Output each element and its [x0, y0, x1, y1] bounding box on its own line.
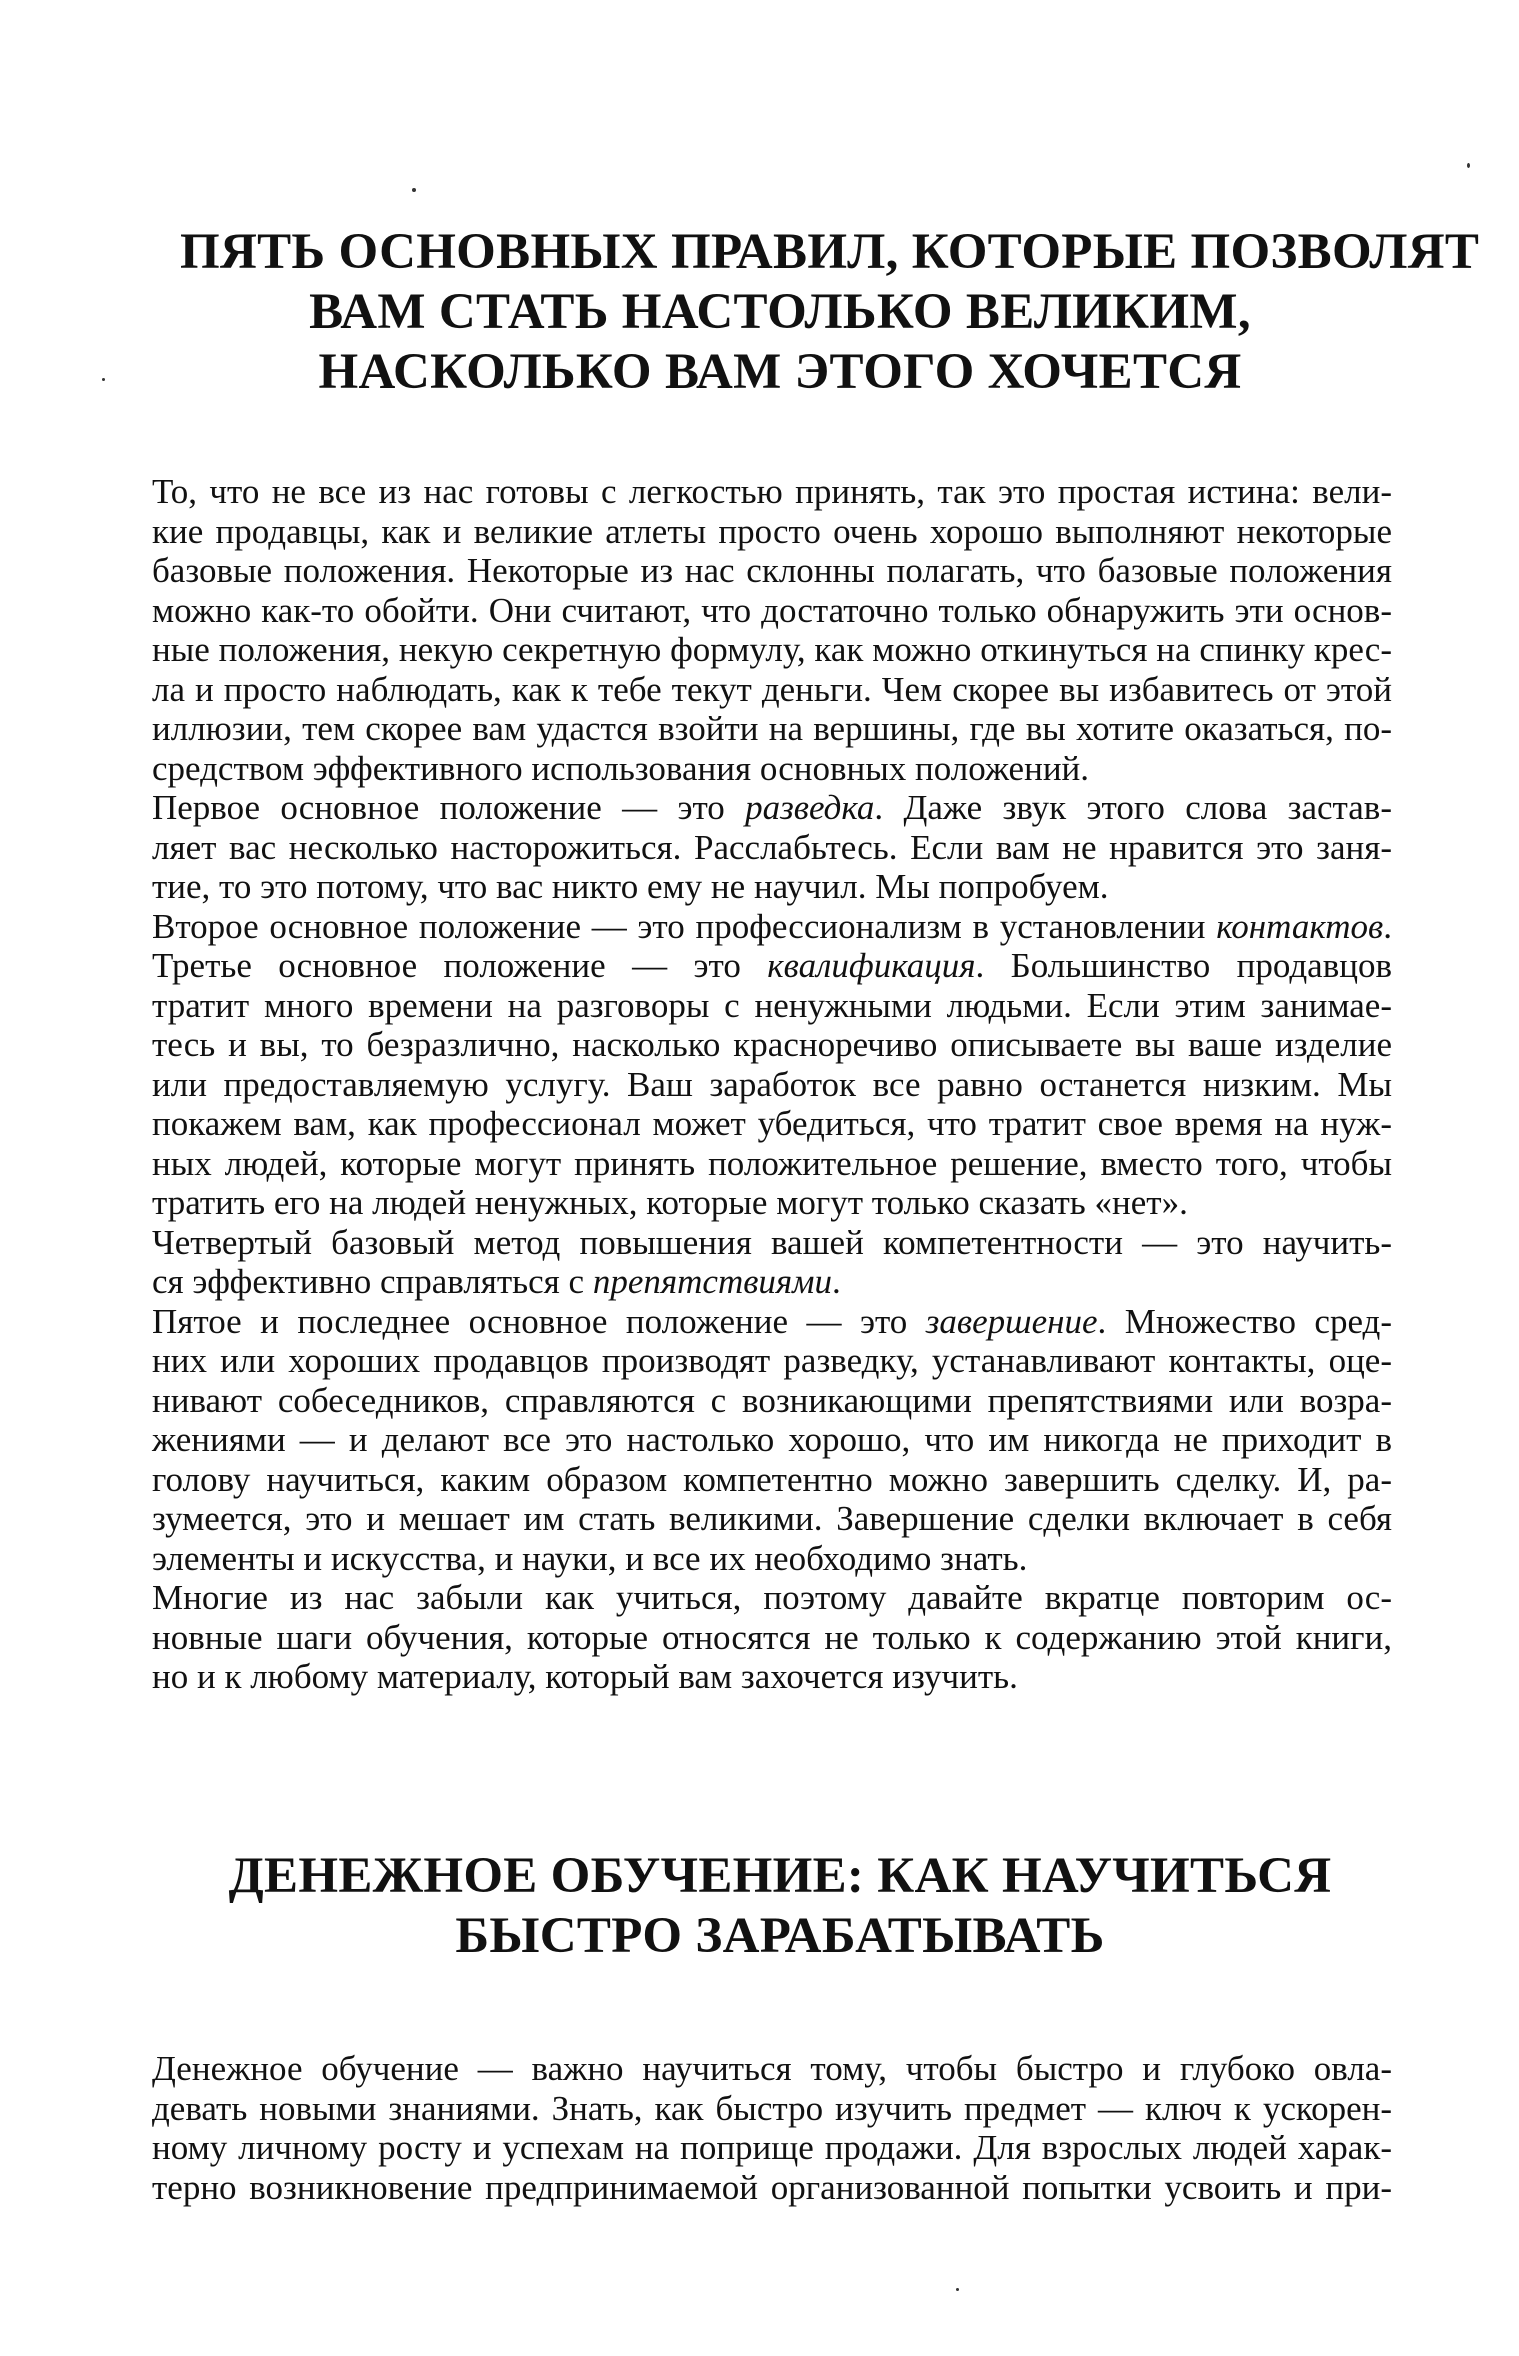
- italic-term: завершение: [925, 1301, 1098, 1341]
- text-line: Денежное обучение — важно научиться тому, чтобы быстро и глубоко овла-: [152, 2049, 1392, 2088]
- text-line: [152, 1302, 1392, 1342]
- italic-term: контактов: [1216, 906, 1384, 946]
- text-run: .: [832, 1262, 841, 1301]
- paragraph-1: [152, 472, 1392, 788]
- text-line: тие, то это потому, что вас никто ему не научил. Мы попробуем.: [152, 867, 1109, 906]
- text-line: [152, 788, 1392, 828]
- text-line: Четвертый базовый метод повышения вашей компетентности — это научить-: [152, 1222, 1392, 1262]
- section-2-heading: [180, 1846, 1380, 1966]
- section-1-heading: [180, 222, 1480, 402]
- text-line: Многие из нас забыли как учиться, поэтому давайте вкратце повторим ос-: [152, 1578, 1392, 1617]
- scan-speck: [412, 188, 416, 192]
- italic-term: квалификация: [767, 946, 976, 985]
- text-line: ла и просто наблюдать, как к тебе текут деньги. Чем скорее вы избавитесь от этой: [152, 669, 1392, 709]
- text-line: тратить его на людей ненужных, которые могут только сказать «нет».: [152, 1183, 1188, 1222]
- text-line: жениями — и делают все это настолько хорошо, что им никогда не приходит в: [152, 1420, 1392, 1459]
- text-line: тратит много времени на разговоры с ненужными людьми. Если этим занимае-: [152, 985, 1392, 1025]
- text-line: средством эффективного использования основных положений.: [152, 748, 1090, 788]
- heading-line: БЫСТРО ЗАРАБАТЫВАТЬ: [455, 1908, 1105, 1964]
- text-line: зумеется, это и мешает им стать великими. Завершение сделки включает в себя: [152, 1499, 1392, 1538]
- text-line: можно как-то обойти. Они считают, что достаточно только обнаружить эти основ-: [152, 590, 1392, 630]
- paragraph-8: [152, 2049, 1392, 2207]
- text-line: ных людей, которые могут принять положительное решение, вместо того, чтобы: [152, 1143, 1392, 1183]
- text-line: То, что не все из нас готовы с легкостью принять, так это простая истина: вели-: [152, 472, 1392, 511]
- text-line: но и к любому материалу, который вам захочется изучить.: [152, 1657, 1018, 1696]
- text-run: . Множество сред-: [1097, 1301, 1393, 1341]
- section-1-body: [152, 472, 1392, 1697]
- text-run: ся эффективно справляться с: [152, 1262, 593, 1301]
- section-2-body: [152, 2049, 1392, 2207]
- text-run: Пятое и последнее основное положение — это: [152, 1301, 926, 1341]
- italic-term: препятствиями: [592, 1262, 833, 1301]
- text-line: или предоставляемую услугу. Ваш заработок все равно останется низким. Мы: [152, 1064, 1392, 1104]
- text-line: покажем вам, как профессионал может убедиться, что тратит свое время на нуж-: [152, 1104, 1392, 1143]
- text-line: терно возникновение предпринимаемой организованной попытки усвоить и при-: [152, 2167, 1392, 2207]
- scan-speck: [1467, 163, 1470, 168]
- paragraph-6: [152, 1302, 1392, 1579]
- heading-line: ДЕНЕЖНОЕ ОБУЧЕНИЕ: КАК НАУЧИТЬСЯ: [228, 1848, 1332, 1904]
- heading-line: НАСКОЛЬКО ВАМ ЭТОГО ХОЧЕТСЯ: [318, 344, 1242, 400]
- text-line: тесь и вы, то безразлично, насколько красноречиво описываете вы ваше изделие: [152, 1025, 1392, 1064]
- paragraph-4: [152, 946, 1392, 1223]
- text-line: ному личному росту и успехам на поприще продажи. Для взрослых людей харак-: [152, 2128, 1392, 2167]
- paragraph-2: [152, 788, 1392, 907]
- text-run: . Даже звук этого слова застав-: [874, 788, 1392, 827]
- text-line: базовые положения. Некоторые из нас склонны полагать, что базовые положения: [152, 551, 1392, 590]
- heading-line: ВАМ СТАТЬ НАСТОЛЬКО ВЕЛИКИМ,: [309, 284, 1251, 340]
- text-line: иллюзии, тем скорее вам удастся взойти на вершины, где вы хотите оказаться, по-: [152, 709, 1392, 748]
- text-line: [152, 946, 1392, 986]
- heading-line: ПЯТЬ ОСНОВНЫХ ПРАВИЛ, КОТОРЫЕ ПОЗВОЛЯТ: [180, 224, 1480, 280]
- text-run: Третье основное положение — это: [152, 946, 768, 985]
- text-run: Первое основное положение — это: [152, 788, 746, 827]
- text-line: ные положения, некую секретную формулу, как можно откинуться на спинку крес-: [152, 630, 1392, 669]
- text-line: девать новыми знаниями. Знать, как быстро изучить предмет — ключ к ускорен-: [152, 2088, 1392, 2128]
- text-line: ляет вас несколько насторожиться. Расслабьтесь. Если вам не нравится это заня-: [152, 827, 1392, 867]
- scan-speck: [956, 2288, 959, 2291]
- text-line: [152, 907, 1392, 947]
- text-line: [152, 1262, 1392, 1302]
- paragraph-5: [152, 1223, 1392, 1302]
- text-line: них или хороших продавцов производят разведку, устанавливают контакты, оце-: [152, 1341, 1392, 1380]
- text-line: нивают собеседников, справляются с возникающими препятствиями или возра-: [152, 1380, 1392, 1420]
- paragraph-7: [152, 1578, 1392, 1697]
- text-line: элементы и искусства, и науки, и все их необходимо знать.: [152, 1538, 1028, 1578]
- text-run: .: [1383, 906, 1392, 946]
- text-line: голову научиться, каким образом компетентно можно завершить сделку. И, ра-: [152, 1459, 1392, 1499]
- paragraph-3: [152, 907, 1392, 947]
- text-run: . Большинство продавцов: [975, 946, 1392, 985]
- italic-term: разведка: [745, 788, 875, 827]
- text-line: кие продавцы, как и великие атлеты просто очень хорошо выполняют некоторые: [152, 511, 1392, 551]
- text-line: новные шаги обучения, которые относятся не только к содержанию этой книги,: [152, 1617, 1392, 1657]
- scan-speck: [102, 378, 105, 381]
- text-run: Второе основное положение — это профессионализм в установлении: [152, 906, 1217, 946]
